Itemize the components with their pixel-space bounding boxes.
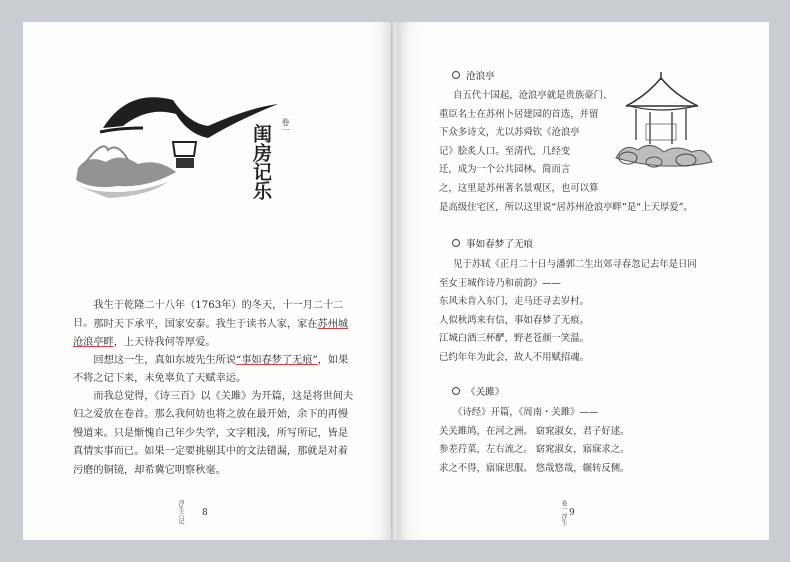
text-line: 东风未肯入东门，走马还寻去岁村。 (439, 296, 590, 308)
section-body-spring-dream (439, 256, 697, 368)
paragraph-4-text: 而我总觉得，《诗三百》以《关雎》为开篇，这是将世间夫妇之爱放在卷首。那么我何妨也将之放在最开始，余下的再慢慢道来。只是惭愧自己年少失学，文字粗浅，所写所记，皆是真情实事而已。如果一定要挑剔其中的文法错漏，那就是对着污磨的铜镜，却希冀它明察秋毫。 (73, 391, 354, 476)
text-line: 下众多诗文，尤以苏舜钦《沧浪亭 (439, 127, 580, 139)
paragraph-4 (73, 388, 358, 480)
chapter-label: 卷一 (281, 118, 290, 134)
text-line: 已约年年为此会，故人不用赋招魂。 (439, 351, 590, 363)
text-line: 关关雎鸠，在河之洲。 窈窕淑女，君子好逑。 (439, 425, 630, 437)
section-heading-spring-dream (452, 236, 533, 250)
paragraph-3 (73, 352, 358, 389)
text-line: 重臣名士在苏州卜居建园的首选，并留 (439, 108, 599, 120)
text-line: 是高级住宅区，所以这里说“居苏州沧浪亭畔”是“上天厚爱”。 (439, 201, 693, 213)
text-line: 参差荇菜，左右流之。 窈窕淑女，寤寐求之。 (439, 444, 630, 456)
circle-bullet-icon (452, 239, 460, 247)
text-line: 人似秋鸿来有信，事如春梦了无痕。 (439, 314, 590, 326)
section-heading-text: 沧浪亭 (466, 71, 495, 82)
chapter-title: 闺房记乐 (250, 124, 272, 200)
text-line: 记》脍炙人口。至清代，几经变 (439, 145, 571, 157)
text-line: 自五代十国起，沧浪亭就是贵族豪门、 (453, 90, 613, 101)
paragraph-2-post: ，上天待我何等厚爱。 (113, 337, 216, 349)
paragraph-3-post: ，如果不将之记下来，未免辜负了天赋幸运。 (73, 355, 349, 385)
section-heading-guanju (452, 384, 504, 398)
section-heading-text: 《关雎》 (466, 387, 505, 398)
left-folio-label: 浮生六记 (177, 500, 184, 524)
text-line: 求之不得，寤寐思服。 悠哉悠哉，辗转反侧。 (439, 462, 630, 474)
section-body-canglang (439, 87, 693, 217)
text-line: 之，这里是苏州著名景观区，也可以算 (439, 182, 599, 194)
section-heading-text: 事如春梦了无痕 (466, 239, 534, 250)
paragraph-2-pre: 那时天下承平，国家安泰。我生于读书人家，家在 (93, 319, 318, 330)
right-folio-label: 卷一 浮生 (560, 500, 567, 526)
paragraph-3-pre: 回想这一生，真如东坡先生所说 (93, 355, 237, 366)
text-line: 至女王城作诗乃和前韵》—— (439, 277, 561, 289)
text-line: 江城白酒三杯酽，野老苍颜一笑温。 (439, 333, 590, 345)
section-heading-canglang (452, 68, 495, 82)
circle-bullet-icon (452, 71, 460, 79)
section-body-guanju (439, 404, 629, 478)
circle-bullet-icon (452, 387, 460, 395)
text-line: 《诗经》开篇，《周南・关雎》—— (453, 407, 599, 418)
highlight-canglang: 苏州城沧浪亭畔 (73, 319, 349, 349)
right-page-number: 9 (569, 508, 575, 518)
paragraph-2 (73, 316, 358, 353)
paragraph-1-text: 我生于乾隆二十八年（1763年）的冬天，十一月二十二日。 (73, 300, 344, 330)
text-line: 迁，成为一个公共园林。简而言 (439, 164, 571, 176)
text-line: 见于苏轼《正月二十日与潘郭二生出郊寻春忽记去年是日同 (453, 259, 697, 270)
left-page-number: 8 (202, 508, 208, 518)
highlight-spring-dream: “事如春梦了无痕” (236, 355, 318, 366)
